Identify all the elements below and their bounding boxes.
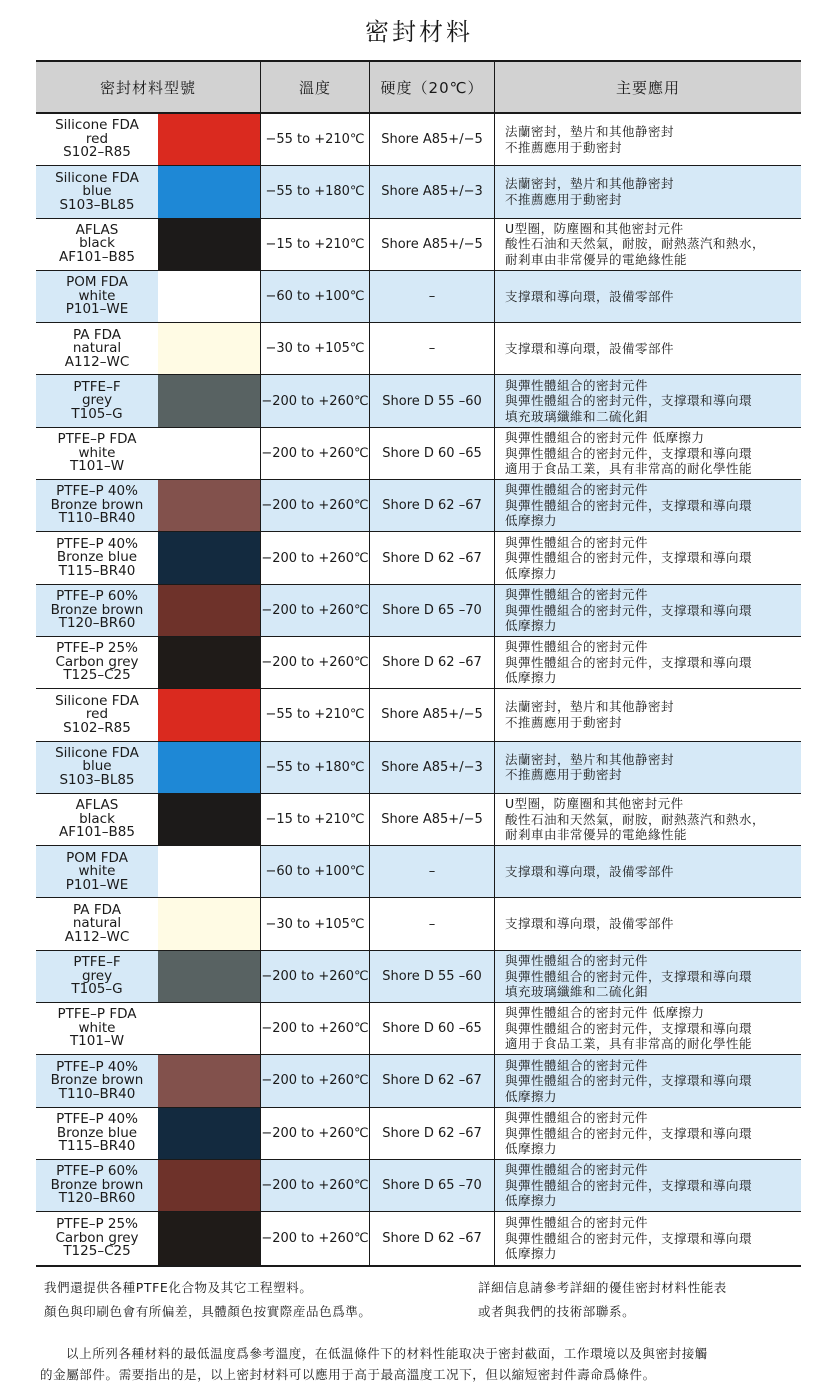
color-swatch [158, 1160, 261, 1211]
material-name-line: Bronze brown [50, 496, 144, 513]
material-name-line: Bronze brown [50, 1072, 144, 1089]
table-row [36, 271, 801, 323]
note-right-2: 或者與我們的技術部聯系。 [478, 1304, 636, 1319]
table-row [36, 846, 801, 898]
material-name-line: natural [72, 915, 122, 932]
temperature-cell: −15 to +210℃ [261, 794, 370, 845]
material-name-line: POM FDA [66, 274, 128, 291]
table-row [36, 898, 801, 950]
material-name-line: AFLAS [75, 221, 119, 238]
material-name [36, 428, 158, 479]
application-line: 耐剎車由非常優异的電絶緣性能 [505, 827, 688, 843]
material-name [36, 271, 158, 322]
table-row [36, 166, 801, 218]
temperature-cell: −200 to +260℃ [261, 375, 370, 426]
hardness-cell: Shore D 62 –67 [370, 532, 495, 583]
material-name-line: Bronze blue [56, 1124, 138, 1141]
hardness-cell: – [370, 898, 495, 949]
application-cell [495, 375, 801, 426]
application-line: 與彈性體組合的密封元件，支撑環和導向環 [505, 1125, 753, 1141]
application-line: 低摩擦力 [505, 670, 558, 686]
material-name-line: P101–WE [65, 301, 129, 318]
temperature-cell: −200 to +260℃ [261, 1212, 370, 1264]
temperature-cell: −30 to +105℃ [261, 898, 370, 949]
table-body [36, 114, 801, 1265]
application-cell [495, 1108, 801, 1159]
material-name-line: blue [82, 183, 112, 200]
application-line: 低摩擦力 [505, 1088, 558, 1104]
application-line: 支撑環和導向環，設備零部件 [505, 864, 675, 880]
table-row [36, 585, 801, 637]
application-line: 與彈性體組合的密封元件，支撑環和導向環 [505, 1230, 753, 1246]
material-name-line: PTFE–P 60% [56, 588, 138, 605]
hardness-cell: Shore D 55 –60 [370, 951, 495, 1002]
material-name-line: S102–R85 [63, 719, 131, 736]
temperature-cell: −60 to +100℃ [261, 271, 370, 322]
application-cell [495, 794, 801, 845]
material-name-line: T115–BR40 [58, 562, 136, 579]
color-swatch [158, 846, 261, 897]
color-swatch [158, 585, 261, 636]
application-cell [495, 532, 801, 583]
application-cell [495, 428, 801, 479]
color-swatch [158, 428, 261, 479]
material-name [36, 585, 158, 636]
color-swatch [158, 323, 261, 374]
table-row [36, 951, 801, 1003]
material-name-line: PTFE–P 25% [56, 1216, 138, 1233]
material-name [36, 219, 158, 270]
material-name-line: black [79, 235, 115, 252]
material-name-line: T101–W [69, 1033, 125, 1050]
application-line: 與彈性體組合的密封元件，支撑環和導向環 [505, 1073, 753, 1089]
application-line: 與彈性體組合的密封元件 [505, 534, 649, 550]
color-swatch [158, 271, 261, 322]
material-name [36, 1160, 158, 1211]
temperature-cell: −200 to +260℃ [261, 1003, 370, 1054]
application-cell [495, 951, 801, 1002]
application-line: U型圈，防塵圈和其他密封元件 [505, 796, 684, 812]
table-row [36, 689, 801, 741]
footnote-line-2: 的金屬部件。需要指出的是，以上密封材料可以應用于高于最高溫度工况下，但以縮短密封件壽命爲條件。 [40, 1367, 656, 1382]
material-name [36, 323, 158, 374]
material-name-line: T110–BR40 [58, 1085, 136, 1102]
color-swatch [158, 114, 261, 165]
material-name [36, 532, 158, 583]
hardness-cell: Shore D 55 –60 [370, 375, 495, 426]
application-cell [495, 114, 801, 165]
material-name-line: T101–W [69, 458, 125, 475]
application-line: 支撑環和導向環，設備零部件 [505, 288, 675, 304]
temperature-cell: −200 to +260℃ [261, 637, 370, 688]
application-line: 與彈性體組合的密封元件 [505, 639, 649, 655]
note-right-1: 詳細信息請參考詳細的優佳密封材料性能表 [478, 1280, 727, 1295]
material-name-line: red [85, 706, 109, 723]
color-swatch [158, 951, 261, 1002]
application-cell [495, 637, 801, 688]
application-cell [495, 323, 801, 374]
table-row [36, 742, 801, 794]
material-name-line: PTFE–P 25% [56, 640, 138, 657]
header-model: 密封材料型號 [36, 62, 261, 112]
hardness-cell: Shore D 62 –67 [370, 1055, 495, 1106]
header-temperature: 溫度 [261, 62, 370, 112]
hardness-cell: – [370, 271, 495, 322]
hardness-cell: Shore D 62 –67 [370, 1212, 495, 1264]
material-name-line: red [85, 130, 109, 147]
application-line: U型圈，防塵圈和其他密封元件 [505, 220, 684, 236]
material-name-line: AF101–B85 [59, 248, 135, 265]
application-line: 與彈性體組合的密封元件 低摩擦力 [505, 430, 705, 446]
application-line: 不推薦應用于動密封 [505, 767, 623, 783]
application-line: 與彈性體組合的密封元件 [505, 953, 649, 969]
application-cell [495, 271, 801, 322]
material-name [36, 1212, 158, 1264]
application-line: 法蘭密封，墊片和其他静密封 [505, 176, 675, 192]
application-line: 與彈性體組合的密封元件 [505, 1057, 649, 1073]
material-name-line: A112–WC [64, 353, 130, 370]
application-cell [495, 1212, 801, 1264]
material-name-line: natural [72, 340, 122, 357]
table-row [36, 323, 801, 375]
temperature-cell: −30 to +105℃ [261, 323, 370, 374]
hardness-cell: – [370, 846, 495, 897]
material-name [36, 742, 158, 793]
application-cell [495, 742, 801, 793]
material-name-line: PTFE–P FDA [57, 431, 137, 448]
hardness-cell: Shore D 60 –65 [370, 428, 495, 479]
material-name-line: PTFE–P 40% [56, 1058, 138, 1075]
color-swatch [158, 1108, 261, 1159]
hardness-cell: Shore D 62 –67 [370, 480, 495, 531]
application-line: 與彈性體組合的密封元件，支撑環和導向環 [505, 1020, 753, 1036]
hardness-cell: Shore D 65 –70 [370, 585, 495, 636]
application-cell [495, 585, 801, 636]
material-name [36, 480, 158, 531]
material-name [36, 1108, 158, 1159]
temperature-cell: −200 to +260℃ [261, 428, 370, 479]
material-name-line: Silicone FDA [55, 117, 139, 134]
application-line: 填充玻璃纖維和二硫化鉬 [505, 408, 649, 424]
material-name-line: Bronze brown [50, 601, 144, 618]
color-swatch [158, 689, 261, 740]
table-row [36, 1160, 801, 1212]
table-row [36, 1003, 801, 1055]
hardness-cell: Shore A85+/−5 [370, 689, 495, 740]
material-name [36, 166, 158, 217]
application-cell [495, 1160, 801, 1211]
temperature-cell: −55 to +180℃ [261, 742, 370, 793]
temperature-cell: −200 to +260℃ [261, 532, 370, 583]
hardness-cell: Shore A85+/−5 [370, 114, 495, 165]
application-cell [495, 166, 801, 217]
hardness-cell: Shore A85+/−5 [370, 219, 495, 270]
application-line: 耐剎車由非常優异的電絶緣性能 [505, 251, 688, 267]
hardness-cell: Shore A85+/−5 [370, 794, 495, 845]
table-row [36, 637, 801, 689]
color-swatch [158, 1003, 261, 1054]
material-name-line: white [78, 287, 116, 304]
material-name-line: A112–WC [64, 928, 130, 945]
color-swatch [158, 480, 261, 531]
material-name-line: T105–G [71, 405, 123, 422]
material-name-line: P101–WE [65, 876, 129, 893]
material-name-line: T120–BR60 [58, 1190, 136, 1207]
header-hardness: 硬度（20℃） [370, 62, 495, 112]
header-application: 主要應用 [615, 78, 680, 97]
temperature-cell: −55 to +180℃ [261, 166, 370, 217]
material-name [36, 114, 158, 165]
material-name-line: PTFE–P 60% [56, 1163, 138, 1180]
application-cell [495, 219, 801, 270]
application-line: 填充玻璃纖維和二硫化鉬 [505, 984, 649, 1000]
application-line: 法蘭密封，墊片和其他静密封 [505, 751, 675, 767]
color-swatch [158, 219, 261, 270]
application-line: 與彈性體組合的密封元件，支撑環和導向環 [505, 968, 753, 984]
material-name [36, 794, 158, 845]
color-swatch [158, 375, 261, 426]
color-swatch [158, 637, 261, 688]
application-line: 不推薦應用于動密封 [505, 139, 623, 155]
material-name [36, 898, 158, 949]
table-row [36, 1055, 801, 1107]
application-line: 與彈性體組合的密封元件，支撑環和導向環 [505, 393, 753, 409]
material-name-line: S102–R85 [63, 144, 131, 161]
application-line: 不推薦應用于動密封 [505, 191, 623, 207]
material-name-line: PTFE–P 40% [56, 535, 138, 552]
material-name-line: S103–BL85 [59, 771, 135, 788]
application-line: 低摩擦力 [505, 1246, 558, 1262]
application-line: 與彈性體組合的密封元件 [505, 1162, 649, 1178]
hardness-cell: Shore D 65 –70 [370, 1160, 495, 1211]
application-line: 與彈性體組合的密封元件，支撑環和導向環 [505, 550, 753, 566]
footnote-line-1: 以上所列各種材料的最低温度爲參考溫度，在低温條件下的材料性能取决于密封截面，工作環境以及與密封接觸 [66, 1346, 708, 1361]
material-name [36, 1055, 158, 1106]
material-name-line: PTFE–F [73, 954, 121, 971]
table-row [36, 794, 801, 846]
material-name-line: AF101–B85 [59, 824, 135, 841]
material-name-line: white [78, 444, 116, 461]
material-name-line: grey [81, 967, 113, 984]
temperature-cell: −200 to +260℃ [261, 585, 370, 636]
temperature-cell: −55 to +210℃ [261, 114, 370, 165]
material-name [36, 846, 158, 897]
application-line: 低摩擦力 [505, 1141, 558, 1157]
material-name-line: T125–C25 [63, 667, 131, 684]
application-line: 與彈性體組合的密封元件 [505, 377, 649, 393]
temperature-cell: −200 to +260℃ [261, 480, 370, 531]
color-swatch [158, 794, 261, 845]
table-row [36, 428, 801, 480]
material-name-line: Bronze blue [56, 549, 138, 566]
material-name-line: Silicone FDA [55, 169, 139, 186]
application-line: 法蘭密封，墊片和其他静密封 [505, 124, 675, 140]
material-name-line: white [78, 1019, 116, 1036]
material-name-line: S103–BL85 [59, 196, 135, 213]
material-name-line: T115–BR40 [58, 1138, 136, 1155]
application-cell [495, 846, 801, 897]
material-name-line: PA FDA [73, 326, 121, 343]
table-row [36, 375, 801, 427]
material-name-line: Carbon grey [55, 1229, 139, 1246]
material-name-line: Bronze brown [50, 1176, 144, 1193]
color-swatch [158, 1055, 261, 1106]
application-cell [495, 1003, 801, 1054]
material-name-line: blue [82, 758, 112, 775]
table-row [36, 480, 801, 532]
material-name [36, 375, 158, 426]
temperature-cell: −60 to +100℃ [261, 846, 370, 897]
note-left-2: 顏色與印刷色會有所偏差，具體顏色按實際産品色爲準。 [44, 1304, 372, 1319]
materials-table [36, 60, 801, 1267]
color-swatch [158, 1212, 261, 1264]
hardness-cell: Shore A85+/−3 [370, 166, 495, 217]
footnote-paragraph [40, 1343, 800, 1385]
temperature-cell: −200 to +260℃ [261, 1108, 370, 1159]
temperature-cell: −15 to +210℃ [261, 219, 370, 270]
material-name [36, 951, 158, 1002]
material-name-line: T105–G [71, 981, 123, 998]
application-line: 酸性石油和天然氣，耐胺，耐熱蒸汽和熱水， [505, 236, 766, 252]
color-swatch [158, 166, 261, 217]
temperature-cell: −55 to +210℃ [261, 689, 370, 740]
note-left-1: 我們還提供各種PTFE化合物及其它工程塑料。 [44, 1280, 313, 1295]
material-name-line: PTFE–P 40% [56, 483, 138, 500]
application-line: 低摩擦力 [505, 513, 558, 529]
hardness-cell: – [370, 323, 495, 374]
application-line: 與彈性體組合的密封元件 [505, 587, 649, 603]
hardness-cell: Shore D 62 –67 [370, 1108, 495, 1159]
application-line: 與彈性體組合的密封元件，支撑環和導向環 [505, 497, 753, 513]
material-name-line: T120–BR60 [58, 615, 136, 632]
application-cell [495, 480, 801, 531]
application-cell [495, 1055, 801, 1106]
table-row [36, 1108, 801, 1160]
table-row [36, 114, 801, 166]
color-swatch [158, 532, 261, 583]
material-name [36, 637, 158, 688]
temperature-cell: −200 to +260℃ [261, 1160, 370, 1211]
material-name-line: white [78, 863, 116, 880]
application-line: 適用于食品工業，具有非常高的耐化學性能 [505, 461, 753, 477]
application-line: 與彈性體組合的密封元件，支撑環和導向環 [505, 602, 753, 618]
application-line: 低摩擦力 [505, 565, 558, 581]
temperature-cell: −200 to +260℃ [261, 951, 370, 1002]
material-name [36, 1003, 158, 1054]
table-row [36, 1212, 801, 1264]
material-name-line: T110–BR40 [58, 510, 136, 527]
color-swatch [158, 742, 261, 793]
application-line: 酸性石油和天然氣，耐胺，耐熱蒸汽和熱水， [505, 811, 766, 827]
application-line: 與彈性體組合的密封元件，支撑環和導向環 [505, 445, 753, 461]
application-line: 適用于食品工業，具有非常高的耐化學性能 [505, 1036, 753, 1052]
table-header [36, 62, 801, 114]
application-line: 與彈性體組合的密封元件，支撑環和導向環 [505, 654, 753, 670]
application-line: 法蘭密封，墊片和其他静密封 [505, 699, 675, 715]
application-line: 支撑環和導向環，設備零部件 [505, 916, 675, 932]
table-row [36, 532, 801, 584]
material-name-line: PTFE–P FDA [57, 1006, 137, 1023]
material-name-line: black [79, 810, 115, 827]
material-name-line: PTFE–P 40% [56, 1111, 138, 1128]
material-name-line: AFLAS [75, 797, 119, 814]
application-line: 與彈性體組合的密封元件，支撑環和導向環 [505, 1177, 753, 1193]
color-swatch [158, 898, 261, 949]
application-line: 與彈性體組合的密封元件 低摩擦力 [505, 1005, 705, 1021]
application-line: 與彈性體組合的密封元件 [505, 482, 649, 498]
material-name-line: Silicone FDA [55, 744, 139, 761]
material-name-line: PTFE–F [73, 378, 121, 395]
material-name-line: POM FDA [66, 849, 128, 866]
application-cell [495, 689, 801, 740]
material-name-line: T125–C25 [63, 1243, 131, 1260]
hardness-cell: Shore A85+/−3 [370, 742, 495, 793]
application-line: 與彈性體組合的密封元件 [505, 1215, 649, 1231]
application-cell [495, 898, 801, 949]
application-line: 與彈性體組合的密封元件 [505, 1110, 649, 1126]
application-line: 支撑環和導向環，設備零部件 [505, 341, 675, 357]
temperature-cell: −200 to +260℃ [261, 1055, 370, 1106]
hardness-cell: Shore D 62 –67 [370, 637, 495, 688]
material-name [36, 689, 158, 740]
application-line: 低摩擦力 [505, 1193, 558, 1209]
application-line: 低摩擦力 [505, 618, 558, 634]
application-line: 不推薦應用于動密封 [505, 714, 623, 730]
page-title: 密封材料 [365, 18, 473, 46]
material-name-line: Silicone FDA [55, 692, 139, 709]
material-name-line: PA FDA [73, 901, 121, 918]
material-name-line: Carbon grey [55, 653, 139, 670]
table-row [36, 219, 801, 271]
hardness-cell: Shore D 60 –65 [370, 1003, 495, 1054]
material-name-line: grey [81, 392, 113, 409]
